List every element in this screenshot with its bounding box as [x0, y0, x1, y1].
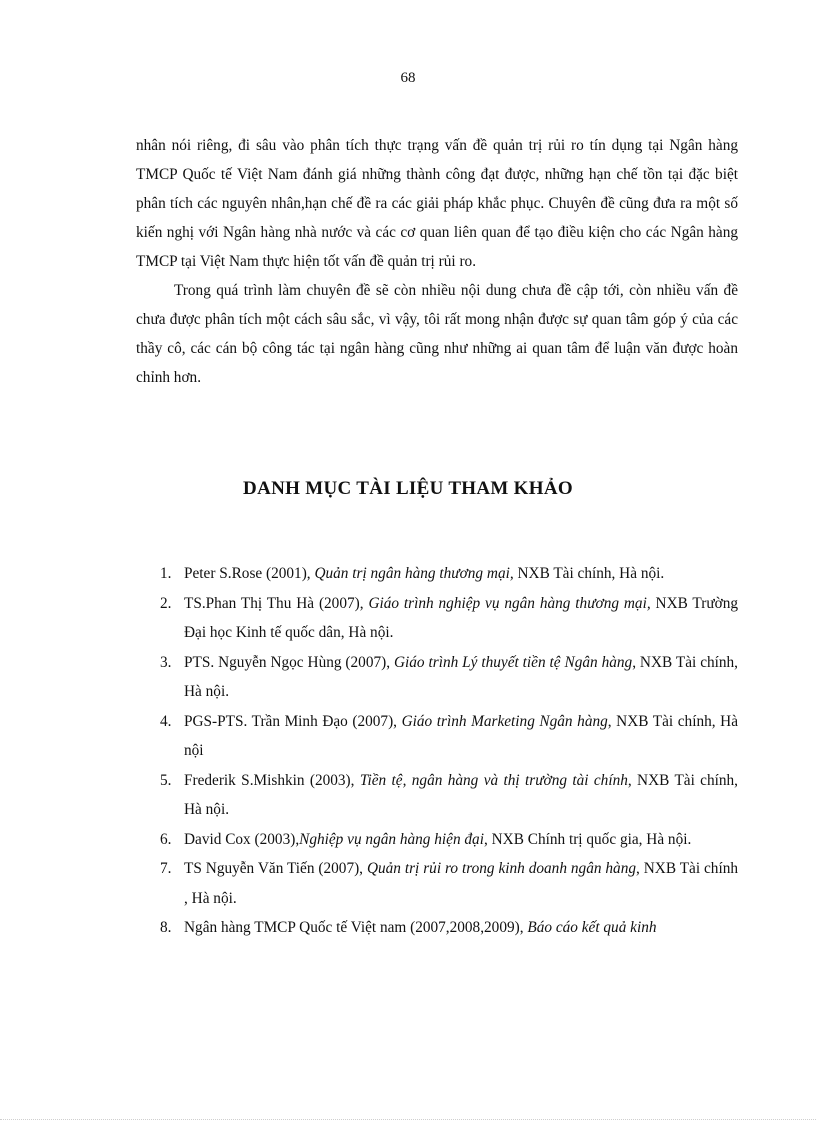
reference-number: 4.	[160, 712, 172, 730]
reference-publisher: , NXB Chính trị quốc gia, Hà nội.	[483, 830, 692, 848]
reference-publisher: , NXB Tài chính, Hà nội.	[184, 653, 738, 700]
reference-list	[160, 559, 738, 943]
reference-number: 5.	[160, 771, 172, 789]
reference-number: 7.	[160, 860, 172, 877]
reference-publisher: , NXB Tài chính , Hà nội.	[184, 860, 738, 907]
reference-title: Quản trị ngân hàng thương mại,	[314, 565, 514, 582]
reference-item	[160, 854, 738, 913]
reference-author: David Cox (2003),	[184, 830, 300, 848]
reference-number: 6.	[160, 830, 172, 848]
section-title: DANH MỤC TÀI LIỆU THAM KHẢO	[243, 478, 573, 499]
reference-publisher: NXB Trường Đại học Kinh tế quốc dân, Hà nội.	[184, 594, 739, 641]
reference-item	[160, 825, 738, 855]
paragraph: nhân nói riêng, đi sâu vào phân tích thực trạng vấn đề quản trị rủi ro tín dụng tại Ngân hàng TMCP Quốc tế Việt Nam đánh giá những thành công đạt được, những hạn chế tồn tại đặc biệt phân tích các nguyên nhân,hạn chế đề ra các giải pháp khắc phục. Chuyên đề cũng đưa ra một số kiến nghị với Ngân hàng nhà nước và các cơ quan liên quan để tạo điều kiện cho các Ngân hàng TMCP tại Việt Nam thực hiện tốt vấn đề quản trị rủi ro.	[136, 137, 738, 270]
reference-item	[160, 559, 738, 589]
paragraph: Trong quá trình làm chuyên đề sẽ còn nhiều nội dung chưa đề cập tới, còn nhiều vấn đề chưa được phân tích một cách sâu sắc, vì vậy, tôi rất mong nhận được sự quan tâm góp ý của các thầy cô, các cán bộ công tác tại ngân hàng cũng như những ai quan tâm để luận văn được hoàn chỉnh hơn.	[136, 282, 738, 386]
reference-item	[160, 707, 738, 766]
reference-title: Giáo trình Lý thuyết tiền tệ Ngân hàng	[393, 653, 633, 671]
reference-item	[160, 648, 738, 707]
reference-number: 1.	[160, 565, 172, 582]
page-bottom-divider	[0, 1119, 816, 1120]
reference-number: 2.	[160, 594, 172, 612]
reference-item	[160, 766, 738, 825]
reference-title: Nghiệp vụ ngân hàng hiện đại	[299, 830, 484, 848]
reference-number: 8.	[160, 919, 172, 936]
reference-author: Ngân hàng TMCP Quốc tế Việt nam (2007,2008,2009),	[184, 919, 528, 936]
reference-title: Giáo trình Marketing Ngân hàng	[401, 712, 608, 730]
reference-author: Frederik S.Mishkin (2003),	[184, 771, 360, 789]
reference-publisher: , NXB Tài chính, Hà nội.	[184, 771, 738, 818]
body-text	[136, 131, 738, 392]
reference-title: Giáo trình nghiệp vụ ngân hàng thương mại,	[368, 594, 651, 612]
reference-publisher: NXB Tài chính, Hà nội.	[513, 565, 665, 582]
reference-author: PGS-PTS. Trần Minh Đạo (2007),	[184, 712, 402, 730]
reference-item	[160, 913, 738, 943]
reference-title: Báo cáo kết quả kinh	[527, 919, 657, 936]
reference-author: PTS. Nguyễn Ngọc Hùng (2007),	[184, 653, 394, 671]
reference-author: TS Nguyễn Văn Tiến (2007),	[184, 860, 367, 877]
page-number: 68	[400, 70, 416, 86]
reference-title: Tiền tệ, ngân hàng và thị trường tài chính	[359, 771, 628, 789]
reference-number: 3.	[160, 653, 172, 671]
reference-publisher: , NXB Tài chính, Hà nội	[184, 712, 738, 759]
reference-author: Peter S.Rose (2001),	[184, 565, 315, 582]
reference-item	[160, 589, 738, 648]
reference-author: TS.Phan Thị Thu Hà (2007),	[184, 594, 369, 612]
reference-title: Quản trị rủi ro trong kinh doanh ngân hàng	[366, 860, 637, 877]
